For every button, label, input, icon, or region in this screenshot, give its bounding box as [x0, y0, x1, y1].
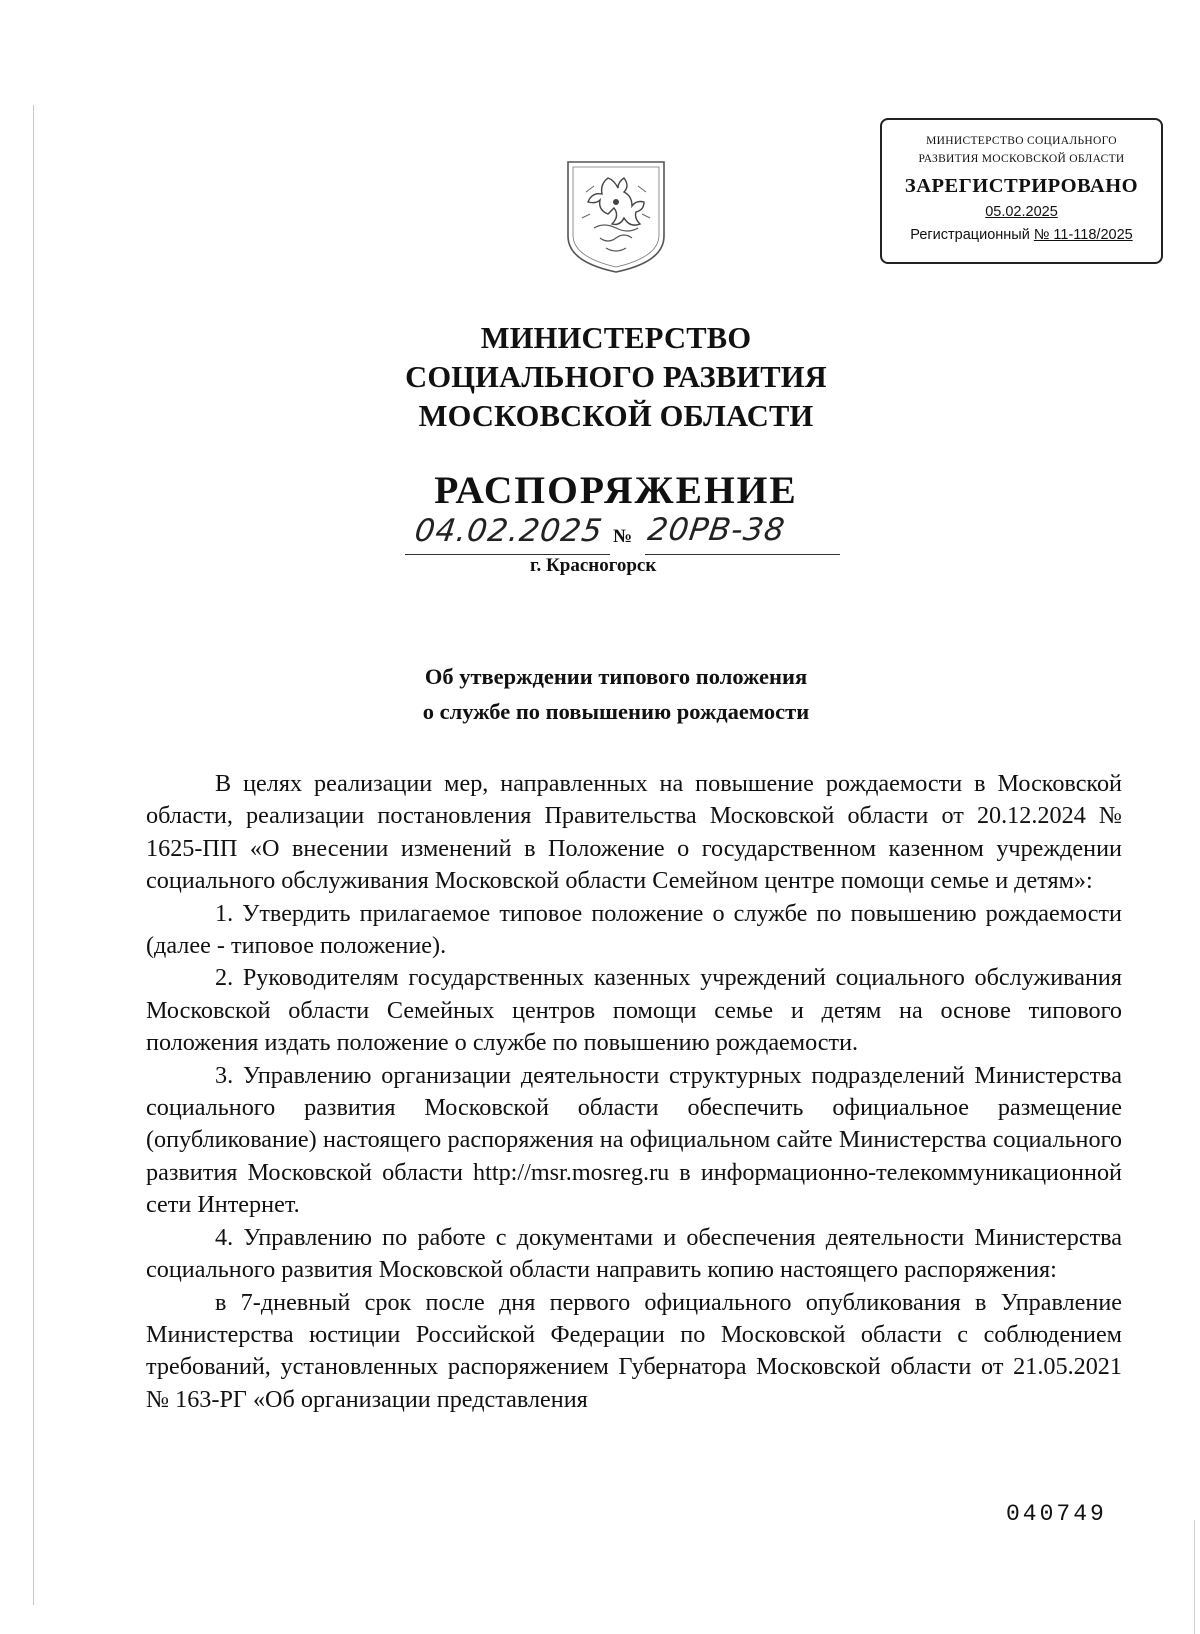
subject-line2: о службе по повышению рождаемости	[422, 699, 810, 724]
preamble-paragraph: В целях реализации мер, направленных на повышение рождаемости в Московской области, реализации постановления Правительства Московской области от 20.12.2024 № 1625-ПП «О внесении изменений в Положение о государственном казенном учреждении социального обслуживания Московской области Семейном центре помощи семье и детям»:	[146, 770, 1122, 895]
stamp-ministry-line1: МИНИСТЕРСТВО СОЦИАЛЬНОГО	[926, 135, 1117, 147]
sheet-serial-number: 040749	[1006, 1501, 1107, 1527]
ministry-line2: СОЦИАЛЬНОГО РАЗВИТИЯ	[405, 360, 827, 394]
registration-stamp	[880, 118, 1163, 264]
coat-of-arms-icon	[564, 158, 668, 276]
item-2-paragraph: 2. Руководителям государственных казенных учреждений социального обслуживания Московской области Семейных центров помощи семье и детям на основе типового положения издать положение о службе по повышению рождаемости.	[146, 964, 1122, 1057]
order-date-number	[405, 512, 855, 558]
document-type: РАСПОРЯЖЕНИЕ	[434, 468, 798, 512]
item-4-paragraph: 4. Управлению по работе с документами и обеспечения деятельности Министерства социального развития Московской области направить копию настоящего распоряжения:	[146, 1223, 1122, 1284]
number-sign: №	[613, 526, 633, 547]
number-underline	[645, 554, 840, 555]
handwritten-number: 20РВ-38	[645, 512, 788, 548]
item-3-paragraph: 3. Управлению организации деятельности структурных подразделений Министерства социального развития Московской области обеспечить официальное размещение (опубликование) настоящего распоряжения на официальном сайте Министерства социального развития Московской области http://msr.mosreg.ru в информационно-телекоммуникационной сети Интернет.	[146, 1061, 1122, 1219]
document-subject	[0, 659, 1200, 729]
stamp-registration	[882, 226, 1161, 244]
ministry-header	[0, 319, 1200, 436]
stamp-reg-label: Регистрационный	[910, 227, 1034, 243]
scan-edge-line-right	[1194, 1520, 1195, 1634]
stamp-ministry-line2: РАЗВИТИЯ МОСКОВСКОЙ ОБЛАСТИ	[918, 153, 1125, 165]
city: г. Красногорск	[530, 555, 657, 576]
stamp-status: ЗАРЕГИСТРИРОВАНО	[904, 175, 1139, 197]
handwritten-date: 04.02.2025	[412, 513, 606, 549]
stamp-reg-number: № 11-118/2025	[1033, 227, 1133, 243]
stamp-date: 05.02.2025	[985, 204, 1058, 220]
document-body	[146, 768, 1122, 1416]
ministry-line3: МОСКОВСКОЙ ОБЛАСТИ	[418, 399, 814, 433]
item-4-subparagraph: в 7-дневный срок после дня первого официального опубликования в Управление Министерства юстиции Российской Федерации по Московской области с соблюдением требований, установленных распоряжением Губернатора Московской области от 21.05.2021 № 163-РГ «Об организации представления	[146, 1288, 1122, 1413]
subject-line1: Об утверждении типового положения	[424, 664, 808, 689]
ministry-line1: МИНИСТЕРСТВО	[480, 321, 752, 355]
item-1-paragraph: 1. Утвердить прилагаемое типовое положение о службе по повышению рождаемости (далее - типовое положение).	[146, 899, 1122, 960]
